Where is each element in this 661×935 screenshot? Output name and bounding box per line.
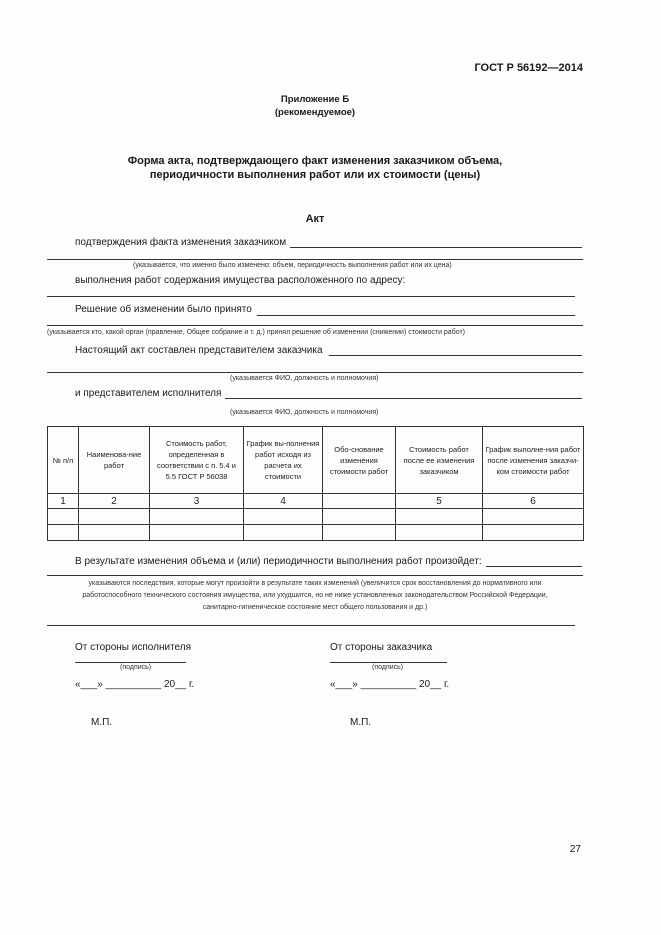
confirm-label: подтверждения факта изменения заказчиком — [75, 237, 287, 248]
table-cell: 3 — [150, 494, 244, 509]
table-cell: 5 — [396, 494, 483, 509]
appendix-title: Приложение Б — [280, 94, 350, 105]
result-note-line2: работоспособного технического состояния имущества, или ухудшится, но не ниже установленных законодательством Российской Федерации, — [82, 592, 548, 599]
contractor-stamp: М.П. — [91, 717, 113, 728]
result-label: В результате изменения объема и (или) периодичности выполнения работ произойдет: — [75, 556, 482, 567]
contractor-signature-note: (подпись) — [120, 664, 152, 671]
table-cell — [79, 525, 150, 541]
table-cell — [244, 509, 323, 525]
customer-signature-note: (подпись) — [372, 664, 404, 671]
address-label: выполнения работ содержания имущества расположенного по адресу: — [75, 275, 406, 286]
form-title — [0, 154, 630, 182]
standard-number: ГОСТ Р 56192—2014 — [474, 62, 583, 74]
table-cell — [150, 509, 244, 525]
address-field-line — [47, 296, 575, 297]
contractor-side-title: От стороны исполнителя — [75, 642, 192, 653]
changes-table — [47, 426, 584, 541]
table-row — [48, 494, 584, 509]
form-title-line1: Форма акта, подтверждающего факт изменения заказчиком объема, — [127, 155, 503, 167]
contractor-signature-line — [75, 662, 186, 663]
col-header-work-name: Наименова-ние работ — [79, 427, 150, 494]
contractor-label: и представителем исполнителя — [75, 388, 222, 399]
col-header-new-cost: Стоимость работ после ее изменения заказчиком — [396, 427, 483, 494]
composed-note: (указывается ФИО, должность и полномочия) — [230, 375, 379, 382]
appendix-heading — [0, 93, 630, 119]
table-cell — [323, 509, 396, 525]
table-cell — [323, 494, 396, 509]
result-note — [40, 578, 590, 614]
act-title: Акт — [305, 213, 325, 225]
contractor-note: (указывается ФИО, должность и полномочия) — [230, 409, 379, 416]
composed-field-line-2 — [47, 372, 583, 373]
contractor-date: «___» __________ 20__ г. — [75, 679, 195, 690]
page-number: 27 — [569, 844, 581, 855]
table-cell: 4 — [244, 494, 323, 509]
table-cell — [483, 509, 584, 525]
decision-label: Решение об изменении было принято — [75, 304, 252, 315]
table-cell: 1 — [48, 494, 79, 509]
table-cell — [323, 525, 396, 541]
contractor-field-line — [225, 398, 582, 399]
confirm-field-line — [290, 247, 582, 248]
table-row — [48, 509, 584, 525]
col-header-number: № п/п — [48, 427, 79, 494]
form-title-line2: периодичности выполнения работ или их стоимости (цены) — [149, 169, 481, 181]
result-field-line-3 — [47, 625, 575, 626]
confirm-note: (указывается, что именно было изменено: объем, периодичность выполнения работ или их цена) — [133, 262, 452, 269]
customer-stamp: М.П. — [350, 717, 372, 728]
col-header-new-schedule: График выполне-ния работ после изменения заказчи-ком стоимости работ — [483, 427, 584, 494]
table-cell: 6 — [483, 494, 584, 509]
confirm-field-line-2 — [47, 259, 583, 260]
customer-date: «___» __________ 20__ г. — [330, 679, 450, 690]
result-field-line — [486, 566, 582, 567]
result-note-line1: указываются последствия, которые могут произойти в результате таких изменений (увеличится срок восстановления до нормативного или — [88, 580, 542, 587]
col-header-justification: Обо-снование изменения стоимости работ — [323, 427, 396, 494]
customer-side-title: От стороны заказчика — [330, 642, 433, 653]
composed-field-line — [329, 355, 582, 356]
decision-note: (указывается кто, какой орган (правление, Общее собрание и т. д.) принял решение об изменении (снижении) стоимости работ) — [47, 329, 465, 336]
result-field-line-2 — [47, 575, 583, 576]
table-header-row — [48, 427, 584, 494]
col-header-schedule: График вы-полнения работ исходя из расчета их стоимости — [244, 427, 323, 494]
table-cell — [79, 509, 150, 525]
decision-field-line-2 — [47, 325, 583, 326]
appendix-subtitle: (рекомендуемое) — [274, 107, 356, 118]
table-cell — [150, 525, 244, 541]
table-cell — [396, 525, 483, 541]
table-cell — [244, 525, 323, 541]
table-cell — [396, 509, 483, 525]
result-note-line3: санитарно-гигиеническое состояние мест общего пользования и др.) — [202, 604, 428, 611]
col-header-cost: Стоимость работ, определенная в соответствии с п. 5.4 и 5.5 ГОСТ Р 56038 — [150, 427, 244, 494]
table-cell — [48, 525, 79, 541]
table-cell — [483, 525, 584, 541]
table-cell — [48, 509, 79, 525]
customer-signature-line — [330, 662, 447, 663]
composed-label: Настоящий акт составлен представителем заказчика — [75, 345, 323, 356]
table-row — [48, 525, 584, 541]
table-cell: 2 — [79, 494, 150, 509]
decision-field-line — [257, 315, 575, 316]
